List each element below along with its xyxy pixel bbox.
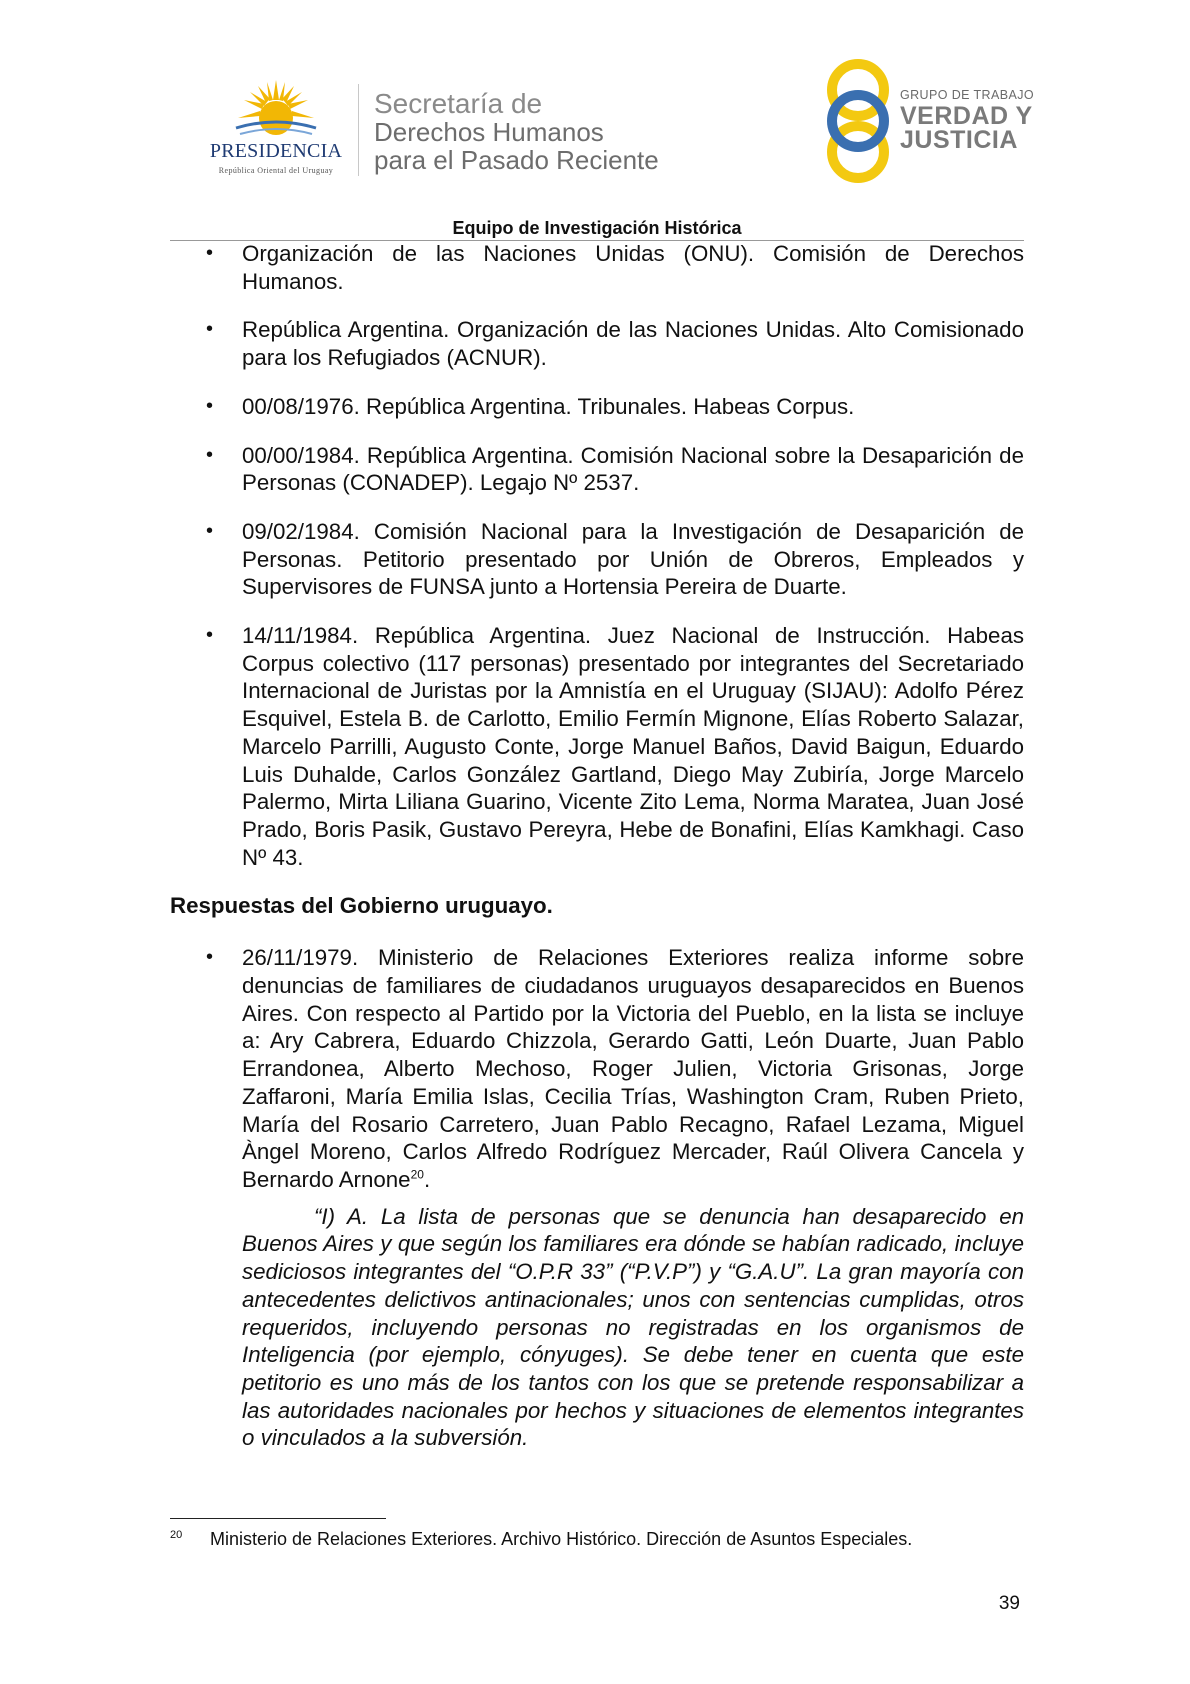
page-body	[170, 240, 1024, 1452]
bullet-icon: •	[206, 242, 214, 264]
list-item	[170, 944, 1024, 1193]
list-item-text: 09/02/1984. Comisión Nacional para la Investigación de Desaparición de Personas. Petitorio presentado por Unión de Obreros, Empleados y Supervisores de FUNSA junto a Hortensia Pereira de Duarte.	[242, 518, 1024, 600]
list-item-end: .	[423, 1166, 431, 1192]
team-title: Equipo de Investigación Histórica	[452, 218, 742, 238]
list-item	[170, 240, 1024, 295]
list-item-text: 26/11/1979. Ministerio de Relaciones Exteriores realiza informe sobre denuncias de familiares de ciudadanos uruguayos desaparecidos en Buenos Aires. Con respecto al Partido por la Victoria del Pueblo, en la lista se incluye a: Ary Cabrera, Eduardo Chizzola, Gerardo Gatti, León Duarte, Juan Pablo Errandonea, Alberto Mechoso, Roger Julien, Victoria Grisonas, Jorge Zaffaroni, María Emilia Islas, Cecilia Trías, Washington Cram, Ruben Prieto, María del Rosario Carretero, Juan Pablo Recagno, Rafael Lezama, Miguel Àngel Moreno, Carlos Alfredo Rodríguez Mercader, Raúl Olivera Cancela y Bernardo Arnone	[242, 945, 1024, 1192]
rings-emblem-icon	[818, 56, 898, 186]
bullet-icon: •	[206, 394, 214, 417]
sun-emblem-icon	[234, 76, 318, 146]
secretaria-title	[374, 90, 714, 174]
secretaria-line-2: Derechos Humanos	[374, 117, 604, 147]
list-item	[170, 393, 1024, 421]
footnote-number: 20	[170, 1529, 183, 1541]
list-item	[170, 442, 1024, 497]
grupo-trabajo-label: GRUPO DE TRABAJO	[900, 88, 1034, 102]
response-list	[170, 944, 1024, 1193]
secretaria-line-3: para el Pasado Reciente	[374, 145, 659, 175]
verdad-label: VERDAD Y	[900, 102, 1033, 130]
secretaria-line-1: Secretaría de	[374, 88, 543, 119]
section-heading: Respuestas del Gobierno uruguayo.	[170, 893, 553, 919]
bullet-icon: •	[206, 624, 214, 647]
list-item-text: 00/08/1976. República Argentina. Tribunales. Habeas Corpus.	[242, 393, 855, 419]
bullet-icon: •	[206, 946, 214, 969]
presidencia-wordmark: PRESIDENCIA	[209, 140, 343, 162]
footnote-text: Ministerio de Relaciones Exteriores. Archivo Histórico. Dirección de Asuntos Especiales.	[210, 1529, 913, 1549]
bullet-icon: •	[206, 519, 214, 542]
bullet-icon: •	[206, 318, 214, 341]
list-item-text: República Argentina. Organización de las Naciones Unidas. Alto Comisionado para los Refugiados (ACNUR).	[242, 317, 1024, 371]
source-list	[170, 240, 1024, 871]
logo-divider	[358, 84, 359, 176]
page-header	[0, 0, 1190, 240]
footnote-rule	[170, 1518, 386, 1519]
presidencia-logo	[196, 76, 356, 186]
page-number: 39	[998, 1593, 1020, 1614]
bullet-icon: •	[206, 443, 214, 466]
list-item-text: 00/00/1984. República Argentina. Comisión Nacional sobre la Desaparición de Personas (CONADEP). Legajo Nº 2537.	[242, 442, 1024, 496]
list-item	[170, 622, 1024, 871]
list-item-text: Organización de las Naciones Unidas (ONU). Comisión de Derechos Humanos.	[242, 241, 1024, 294]
presidencia-subtitle: República Oriental del Uruguay	[218, 166, 334, 175]
footnote-ref[interactable]: 20	[410, 1167, 424, 1182]
verdad-justicia-logo	[818, 56, 1038, 186]
list-item	[170, 316, 1024, 371]
quoted-passage: “I) A. La lista de personas que se denuncia han desaparecido en Buenos Aires y que según los familiares era dónde se habían radicado, incluye sediciosos integrantes del “O.P.R 33” (“P.V.P”) y “G.A.U”. La gran mayoría con antecedentes delictivos antinacionales; unos con sentencias cumplidas, otros requeridos, incluyendo personas no registradas en los organismos de Inteligencia (por ejemplo, cónyuges). Se debe tener en cuenta que este petitorio es uno más de los tantos con los que se pretende responsabilizar a las autoridades nacionales por hechos y situaciones de elementos integrantes o vinculados a la subversión.	[242, 1203, 1024, 1451]
list-item	[170, 518, 1024, 601]
list-item-text: 14/11/1984. República Argentina. Juez Nacional de Instrucción. Habeas Corpus colectivo (117 personas) presentado por integrantes del Secretariado Internacional de Juristas por la Amnistía en el Uruguay (SIJAU): Adolfo Pérez Esquivel, Estela B. de Carlotto, Emilio Fermín Mignone, Elías Roberto Salazar, Marcelo Parrilli, Augusto Conte, Jorge Manuel Baños, David Baigun, Eduardo Luis Duhalde, Carlos González Gartland, Diego May Zubiría, Jorge Marcelo Palermo, Mirta Liliana Guarino, Vicente Zito Lema, Norma Maratea, Juan José Prado, Boris Pasik, Gustavo Pereyra, Hebe de Bonafini, Elías Kamkhagi. Caso Nº 43.	[242, 623, 1024, 870]
justicia-label: JUSTICIA	[900, 126, 1018, 154]
